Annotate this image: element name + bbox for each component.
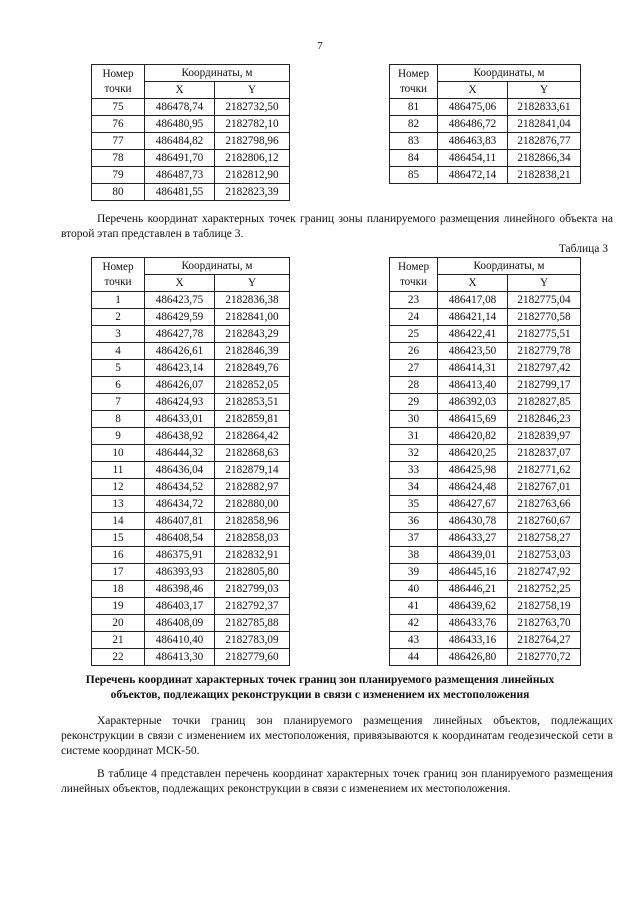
x-coordinate: 486417,08	[438, 292, 508, 309]
x-coordinate: 486433,76	[438, 615, 508, 632]
x-coordinate: 486454,11	[438, 150, 508, 167]
point-number-header	[92, 258, 145, 292]
table-row	[390, 496, 581, 513]
x-coordinate: 486436,04	[145, 462, 215, 479]
x-coordinate: 486478,74	[145, 99, 215, 116]
point-number: 1	[92, 292, 145, 309]
x-coordinate: 486375,91	[145, 547, 215, 564]
y-coordinate: 2182775,04	[508, 292, 581, 309]
x-coordinate: 486463,83	[438, 133, 508, 150]
coordinates-header: Координаты, м	[145, 258, 290, 275]
table-row	[92, 133, 290, 150]
x-coordinate: 486413,40	[438, 377, 508, 394]
table-row	[390, 428, 581, 445]
intro-paragraph: Перечень координат характерных точек границ зоны планируемого размещения линейного объекта на второй этап представлен в таблице 3.	[61, 213, 613, 240]
x-coordinate: 486472,14	[438, 167, 508, 184]
x-coordinate: 486425,98	[438, 462, 508, 479]
table-row	[92, 150, 290, 167]
header-row	[390, 258, 581, 275]
point-number: 42	[390, 615, 438, 632]
table-row	[390, 462, 581, 479]
x-coordinate: 486393,93	[145, 564, 215, 581]
point-number-header	[92, 65, 145, 99]
x-coordinate: 486438,92	[145, 428, 215, 445]
point-header-line2: точки	[104, 82, 132, 95]
table-row	[390, 292, 581, 309]
x-coordinate: 486408,09	[145, 615, 215, 632]
x-coordinate: 486426,61	[145, 343, 215, 360]
table-row	[390, 445, 581, 462]
x-coordinate: 486423,50	[438, 343, 508, 360]
point-number: 38	[390, 547, 438, 564]
y-coordinate: 2182779,60	[215, 649, 290, 666]
y-coordinate: 2182876,77	[508, 133, 581, 150]
table-row	[92, 547, 290, 564]
x-header: X	[438, 275, 508, 292]
x-coordinate: 486422,41	[438, 326, 508, 343]
point-number: 35	[390, 496, 438, 513]
x-coordinate: 486446,21	[438, 581, 508, 598]
x-coordinate: 486486,72	[438, 116, 508, 133]
table-row	[390, 133, 581, 150]
point-number: 78	[92, 150, 145, 167]
x-coordinate: 486424,93	[145, 394, 215, 411]
point-header-line1: Номер	[397, 67, 430, 80]
y-coordinate: 2182758,19	[508, 598, 581, 615]
y-coordinate: 2182827,85	[508, 394, 581, 411]
y-coordinate: 2182732,50	[215, 99, 290, 116]
x-header: X	[438, 82, 508, 99]
point-header-line2: точки	[399, 275, 428, 288]
point-number: 19	[92, 598, 145, 615]
y-coordinate: 2182859,81	[215, 411, 290, 428]
table-row	[92, 598, 290, 615]
x-coordinate: 486433,16	[438, 632, 508, 649]
point-number: 22	[92, 649, 145, 666]
y-coordinate: 2182866,34	[508, 150, 581, 167]
table-row	[92, 377, 290, 394]
table-row	[390, 99, 581, 116]
header-row	[92, 258, 290, 275]
point-header-line1: Номер	[102, 67, 134, 80]
y-coordinate: 2182832,91	[215, 547, 290, 564]
table-row	[92, 479, 290, 496]
x-coordinate: 486484,82	[145, 133, 215, 150]
page-number: 7	[317, 40, 323, 52]
point-number: 7	[92, 394, 145, 411]
y-coordinate: 2182812,90	[215, 167, 290, 184]
point-number: 17	[92, 564, 145, 581]
point-header-line2: точки	[399, 82, 428, 95]
x-coordinate: 486444,32	[145, 445, 215, 462]
y-coordinate: 2182836,38	[215, 292, 290, 309]
table-row	[92, 394, 290, 411]
x-coordinate: 486420,82	[438, 428, 508, 445]
y-coordinate: 2182770,58	[508, 309, 581, 326]
table-row	[92, 411, 290, 428]
x-coordinate: 486433,27	[438, 530, 508, 547]
point-number-header	[390, 65, 438, 99]
point-number: 4	[92, 343, 145, 360]
x-coordinate: 486427,78	[145, 326, 215, 343]
point-number: 40	[390, 581, 438, 598]
y-coordinate: 2182852,05	[215, 377, 290, 394]
y-header: Y	[215, 82, 290, 99]
table-row	[92, 462, 290, 479]
x-coordinate: 486407,81	[145, 513, 215, 530]
point-number: 24	[390, 309, 438, 326]
point-number: 36	[390, 513, 438, 530]
x-coordinate: 486475,06	[438, 99, 508, 116]
point-number: 8	[92, 411, 145, 428]
y-coordinate: 2182805,80	[215, 564, 290, 581]
coordinates-header: Координаты, м	[145, 65, 290, 82]
point-number: 34	[390, 479, 438, 496]
table-row	[92, 184, 290, 201]
table-row	[390, 167, 581, 184]
table-row	[92, 513, 290, 530]
table-row	[390, 564, 581, 581]
point-number: 85	[390, 167, 438, 184]
point-number: 2	[92, 309, 145, 326]
y-coordinate: 2182839,97	[508, 428, 581, 445]
point-number: 41	[390, 598, 438, 615]
x-coordinate: 486423,75	[145, 292, 215, 309]
y-coordinate: 2182882,97	[215, 479, 290, 496]
x-coordinate: 486414,31	[438, 360, 508, 377]
x-coordinate: 486423,14	[145, 360, 215, 377]
y-coordinate: 2182752,25	[508, 581, 581, 598]
point-number: 29	[390, 394, 438, 411]
table-row	[390, 360, 581, 377]
table-row	[390, 150, 581, 167]
point-number: 26	[390, 343, 438, 360]
table-row	[390, 513, 581, 530]
point-number: 20	[92, 615, 145, 632]
point-number: 6	[92, 377, 145, 394]
x-coordinate: 486392,03	[438, 394, 508, 411]
x-coordinate: 486430,78	[438, 513, 508, 530]
point-number: 77	[92, 133, 145, 150]
x-coordinate: 486439,62	[438, 598, 508, 615]
table-row	[390, 309, 581, 326]
y-coordinate: 2182823,39	[215, 184, 290, 201]
coords-table-top-left	[91, 64, 290, 201]
coordinates-header: Координаты, м	[438, 65, 581, 82]
table-row	[390, 547, 581, 564]
point-header-line1: Номер	[102, 260, 134, 273]
table-row	[92, 116, 290, 133]
y-coordinate: 2182763,66	[508, 496, 581, 513]
point-number: 15	[92, 530, 145, 547]
x-coordinate: 486427,67	[438, 496, 508, 513]
y-coordinate: 2182838,21	[508, 167, 581, 184]
table-row	[390, 632, 581, 649]
table-row	[390, 394, 581, 411]
table-row	[390, 411, 581, 428]
table-row	[92, 360, 290, 377]
point-number: 43	[390, 632, 438, 649]
table-row	[92, 581, 290, 598]
table-row	[92, 167, 290, 184]
x-coordinate: 486403,17	[145, 598, 215, 615]
y-coordinate: 2182799,17	[508, 377, 581, 394]
point-number: 16	[92, 547, 145, 564]
x-coordinate: 486480,95	[145, 116, 215, 133]
table-row	[390, 581, 581, 598]
point-number: 14	[92, 513, 145, 530]
y-coordinate: 2182775,51	[508, 326, 581, 343]
table-row	[92, 632, 290, 649]
point-number: 25	[390, 326, 438, 343]
table-row	[390, 326, 581, 343]
x-coordinate: 486398,46	[145, 581, 215, 598]
y-coordinate: 2182837,07	[508, 445, 581, 462]
table-row	[92, 309, 290, 326]
y-coordinate: 2182841,04	[508, 116, 581, 133]
point-number: 11	[92, 462, 145, 479]
section-title	[30, 673, 610, 703]
y-coordinate: 2182792,37	[215, 598, 290, 615]
x-coordinate: 486408,54	[145, 530, 215, 547]
y-coordinate: 2182767,01	[508, 479, 581, 496]
y-coordinate: 2182799,03	[215, 581, 290, 598]
x-coordinate: 486439,01	[438, 547, 508, 564]
y-coordinate: 2182806,12	[215, 150, 290, 167]
y-coordinate: 2182858,96	[215, 513, 290, 530]
table-row	[92, 99, 290, 116]
table-row	[92, 649, 290, 666]
y-coordinate: 2182880,00	[215, 496, 290, 513]
point-number: 33	[390, 462, 438, 479]
x-coordinate: 486434,72	[145, 496, 215, 513]
y-coordinate: 2182785,88	[215, 615, 290, 632]
point-number: 79	[92, 167, 145, 184]
point-number: 81	[390, 99, 438, 116]
y-coordinate: 2182758,27	[508, 530, 581, 547]
y-coordinate: 2182763,70	[508, 615, 581, 632]
point-number: 12	[92, 479, 145, 496]
table-row	[92, 530, 290, 547]
point-number: 21	[92, 632, 145, 649]
point-number: 83	[390, 133, 438, 150]
point-number: 31	[390, 428, 438, 445]
table-row	[390, 615, 581, 632]
x-header: X	[145, 82, 215, 99]
y-header: Y	[508, 275, 581, 292]
y-coordinate: 2182853,51	[215, 394, 290, 411]
point-number: 44	[390, 649, 438, 666]
y-coordinate: 2182858,03	[215, 530, 290, 547]
point-number: 5	[92, 360, 145, 377]
y-coordinate: 2182868,63	[215, 445, 290, 462]
point-number: 27	[390, 360, 438, 377]
x-coordinate: 486491,70	[145, 150, 215, 167]
table-row	[390, 377, 581, 394]
point-number: 30	[390, 411, 438, 428]
point-number-header	[390, 258, 438, 292]
x-coordinate: 486421,14	[438, 309, 508, 326]
coords-table-top-right	[389, 64, 581, 184]
table-row	[92, 343, 290, 360]
point-number: 23	[390, 292, 438, 309]
x-coordinate: 486487,73	[145, 167, 215, 184]
point-number: 80	[92, 184, 145, 201]
point-number: 82	[390, 116, 438, 133]
table-row	[92, 615, 290, 632]
point-number: 76	[92, 116, 145, 133]
y-coordinate: 2182764,27	[508, 632, 581, 649]
header-row	[390, 65, 581, 82]
x-coordinate: 486426,80	[438, 649, 508, 666]
y-coordinate: 2182779,78	[508, 343, 581, 360]
paragraph-1: Характерные точки границ зон планируемого размещения линейных объектов, подлежащих реконструкции в связи с изменением их местоположения, привязываются к координатам геодезической сети в системе координат МСК-50.	[61, 715, 613, 757]
table-row	[390, 530, 581, 547]
x-coordinate: 486429,59	[145, 309, 215, 326]
point-number: 13	[92, 496, 145, 513]
point-number: 37	[390, 530, 438, 547]
table-row	[92, 428, 290, 445]
x-header: X	[145, 275, 215, 292]
y-coordinate: 2182798,96	[215, 133, 290, 150]
y-coordinate: 2182879,14	[215, 462, 290, 479]
point-number: 75	[92, 99, 145, 116]
y-coordinate: 2182849,76	[215, 360, 290, 377]
x-coordinate: 486433,01	[145, 411, 215, 428]
section-title-line1: Перечень координат характерных точек границ зон планируемого размещения линейных	[85, 674, 555, 686]
y-coordinate: 2182797,42	[508, 360, 581, 377]
y-header: Y	[215, 275, 290, 292]
x-coordinate: 486410,40	[145, 632, 215, 649]
point-number: 3	[92, 326, 145, 343]
point-number: 39	[390, 564, 438, 581]
section-title-line2: объектов, подлежащих реконструкции в связи с изменением их местоположения	[110, 689, 530, 701]
paragraph-2: В таблице 4 представлен перечень координат характерных точек границ зон планируемого размещения линейных объектов, подлежащих реконструкции в связи с изменением их местоположения.	[61, 768, 613, 795]
y-coordinate: 2182846,23	[508, 411, 581, 428]
point-header-line2: точки	[104, 275, 132, 288]
x-coordinate: 486420,25	[438, 445, 508, 462]
table-row	[390, 598, 581, 615]
table-row	[390, 116, 581, 133]
y-coordinate: 2182753,03	[508, 547, 581, 564]
coords-table3-left	[91, 257, 290, 666]
y-coordinate: 2182782,10	[215, 116, 290, 133]
y-coordinate: 2182783,09	[215, 632, 290, 649]
table-row	[390, 649, 581, 666]
y-coordinate: 2182833,61	[508, 99, 581, 116]
y-coordinate: 2182760,67	[508, 513, 581, 530]
x-coordinate: 486415,69	[438, 411, 508, 428]
point-number: 10	[92, 445, 145, 462]
y-coordinate: 2182771,62	[508, 462, 581, 479]
table-row	[390, 343, 581, 360]
point-header-line1: Номер	[397, 260, 430, 273]
y-coordinate: 2182770,72	[508, 649, 581, 666]
x-coordinate: 486426,07	[145, 377, 215, 394]
header-row	[92, 65, 290, 82]
x-coordinate: 486413,30	[145, 649, 215, 666]
table-row	[92, 292, 290, 309]
table-row	[92, 445, 290, 462]
point-number: 84	[390, 150, 438, 167]
point-number: 28	[390, 377, 438, 394]
y-coordinate: 2182864,42	[215, 428, 290, 445]
y-coordinate: 2182747,92	[508, 564, 581, 581]
y-header: Y	[508, 82, 581, 99]
table-row	[92, 496, 290, 513]
table-row	[92, 564, 290, 581]
y-coordinate: 2182846,39	[215, 343, 290, 360]
point-number: 18	[92, 581, 145, 598]
point-number: 32	[390, 445, 438, 462]
coordinates-header: Координаты, м	[438, 258, 581, 275]
coords-table3-right	[389, 257, 581, 666]
y-coordinate: 2182843,29	[215, 326, 290, 343]
x-coordinate: 486424,48	[438, 479, 508, 496]
table-row	[390, 479, 581, 496]
table-row	[92, 326, 290, 343]
x-coordinate: 486434,52	[145, 479, 215, 496]
table3-caption: Таблица 3	[558, 243, 608, 255]
point-number: 9	[92, 428, 145, 445]
y-coordinate: 2182841,00	[215, 309, 290, 326]
x-coordinate: 486481,55	[145, 184, 215, 201]
x-coordinate: 486445,16	[438, 564, 508, 581]
